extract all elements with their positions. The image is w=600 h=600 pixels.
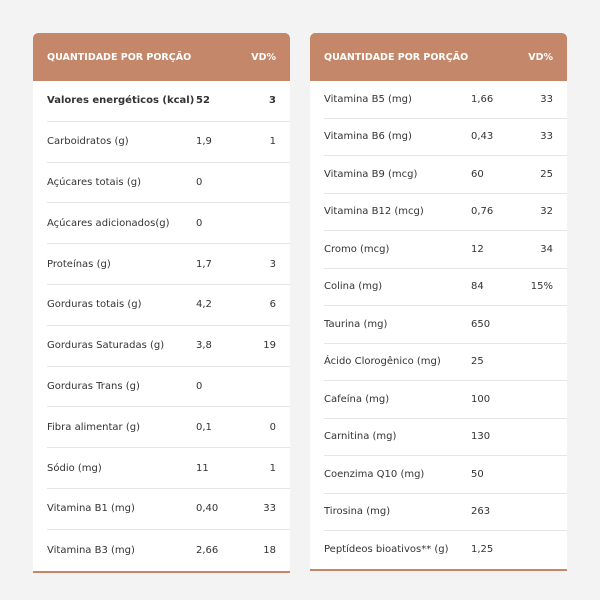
nutrient-amount: 1,9 xyxy=(196,136,212,148)
nutrient-vd: 32 xyxy=(540,206,553,218)
nutrient-vd: 34 xyxy=(540,243,553,255)
table-row xyxy=(324,156,567,194)
nutrient-amount: 263 xyxy=(471,506,491,518)
table-row xyxy=(47,367,290,408)
nutrient-vd: 15% xyxy=(530,281,553,293)
nutrient-amount: 0 xyxy=(196,176,203,188)
table-row xyxy=(47,81,290,122)
table-row xyxy=(47,122,290,163)
nutrient-vd: 3 xyxy=(269,258,276,270)
nutrition-table-right xyxy=(310,33,567,571)
nutrient-name: Peptídeos bioativos** (g) xyxy=(324,544,449,556)
nutrient-name: Valores energéticos (kcal) xyxy=(47,95,195,107)
table-row xyxy=(324,231,567,269)
nutrient-amount: 3,8 xyxy=(196,340,212,352)
nutrient-name: Sódio (mg) xyxy=(47,462,102,474)
table-body xyxy=(310,81,567,569)
nutrient-amount: 52 xyxy=(196,95,210,107)
table-row xyxy=(324,494,567,532)
nutrient-amount: 130 xyxy=(471,431,491,443)
header-portion-label: QUANTIDADE POR PORÇÃO xyxy=(47,51,192,63)
nutrient-name: Fibra alimentar (g) xyxy=(47,421,140,433)
table-row xyxy=(47,326,290,367)
nutrient-name: Cafeína (mg) xyxy=(324,393,390,405)
header-vd-label: VD% xyxy=(251,51,276,63)
nutrient-name: Vitamina B1 (mg) xyxy=(47,503,135,515)
nutrient-name: Vitamina B6 (mg) xyxy=(324,131,412,143)
nutrient-name: Coenzima Q10 (mg) xyxy=(324,468,425,480)
nutrient-amount: 0 xyxy=(196,217,203,229)
nutrient-name: Vitamina B5 (mg) xyxy=(324,93,412,105)
nutrient-name: Vitamina B12 (mcg) xyxy=(324,206,424,218)
nutrient-amount: 50 xyxy=(471,468,484,480)
nutrient-amount: 84 xyxy=(471,281,484,293)
nutrient-name: Gorduras Saturadas (g) xyxy=(47,340,165,352)
table-row xyxy=(47,285,290,326)
table-row xyxy=(47,244,290,285)
nutrient-vd: 1 xyxy=(269,462,276,474)
nutrient-amount: 25 xyxy=(471,356,484,368)
nutrient-name: Tirosina (mg) xyxy=(324,506,391,518)
table-body xyxy=(33,81,290,571)
nutrient-name: Carboidratos (g) xyxy=(47,136,129,148)
nutrient-vd: 33 xyxy=(263,503,276,515)
table-row xyxy=(47,489,290,530)
nutrient-amount: 0 xyxy=(196,380,203,392)
header-vd-label: VD% xyxy=(528,51,553,63)
nutrient-amount: 100 xyxy=(471,393,491,405)
nutrient-name: Cromo (mcg) xyxy=(324,243,390,255)
nutrient-amount: 1,25 xyxy=(471,544,494,556)
table-row xyxy=(47,407,290,448)
nutrient-amount: 650 xyxy=(471,318,491,330)
table-row xyxy=(324,381,567,419)
nutrient-name: Vitamina B3 (mg) xyxy=(47,544,135,556)
table-header xyxy=(33,33,290,81)
nutrient-name: Ácido Clorogênico (mg) xyxy=(324,356,441,368)
nutrient-amount: 0,1 xyxy=(196,421,212,433)
table-row xyxy=(47,203,290,244)
table-row xyxy=(47,448,290,489)
nutrient-amount: 60 xyxy=(471,168,484,180)
nutrient-name: Gorduras Trans (g) xyxy=(47,380,140,392)
nutrient-name: Proteínas (g) xyxy=(47,258,111,270)
nutrient-amount: 0,76 xyxy=(471,206,494,218)
nutrient-vd: 33 xyxy=(540,131,553,143)
table-row xyxy=(324,81,567,119)
nutrient-name: Colina (mg) xyxy=(324,281,383,293)
nutrient-amount: 1,66 xyxy=(471,93,494,105)
nutrition-table-left xyxy=(33,33,290,573)
nutrient-amount: 1,7 xyxy=(196,258,212,270)
nutrient-amount: 4,2 xyxy=(196,299,212,311)
nutrient-vd: 19 xyxy=(263,340,276,352)
nutrient-amount: 0,43 xyxy=(471,131,494,143)
table-header xyxy=(310,33,567,81)
nutrient-vd: 1 xyxy=(269,136,276,148)
nutrient-name: Carnitina (mg) xyxy=(324,431,397,443)
nutrient-vd: 3 xyxy=(269,95,276,107)
table-row xyxy=(324,194,567,232)
table-row xyxy=(47,530,290,571)
table-row xyxy=(324,531,567,569)
nutrient-name: Vitamina B9 (mcg) xyxy=(324,168,418,180)
table-row xyxy=(47,163,290,204)
table-row xyxy=(324,119,567,157)
nutrient-amount: 2,66 xyxy=(196,544,219,556)
table-row xyxy=(324,419,567,457)
table-row xyxy=(324,306,567,344)
nutrient-amount: 12 xyxy=(471,243,484,255)
header-portion-label: QUANTIDADE POR PORÇÃO xyxy=(324,51,469,63)
table-row xyxy=(324,456,567,494)
nutrient-name: Açúcares adicionados(g) xyxy=(47,217,170,229)
nutrient-amount: 11 xyxy=(196,462,209,474)
nutrient-vd: 0 xyxy=(269,421,276,433)
table-row xyxy=(324,269,567,307)
nutrient-vd: 6 xyxy=(269,299,276,311)
nutrient-amount: 0,40 xyxy=(196,503,219,515)
table-row xyxy=(324,344,567,382)
nutrient-vd: 33 xyxy=(540,93,553,105)
nutrient-name: Taurina (mg) xyxy=(324,318,388,330)
nutrient-name: Açúcares totais (g) xyxy=(47,176,141,188)
nutrient-vd: 18 xyxy=(263,544,276,556)
nutrient-vd: 25 xyxy=(540,168,553,180)
nutrient-name: Gorduras totais (g) xyxy=(47,299,142,311)
